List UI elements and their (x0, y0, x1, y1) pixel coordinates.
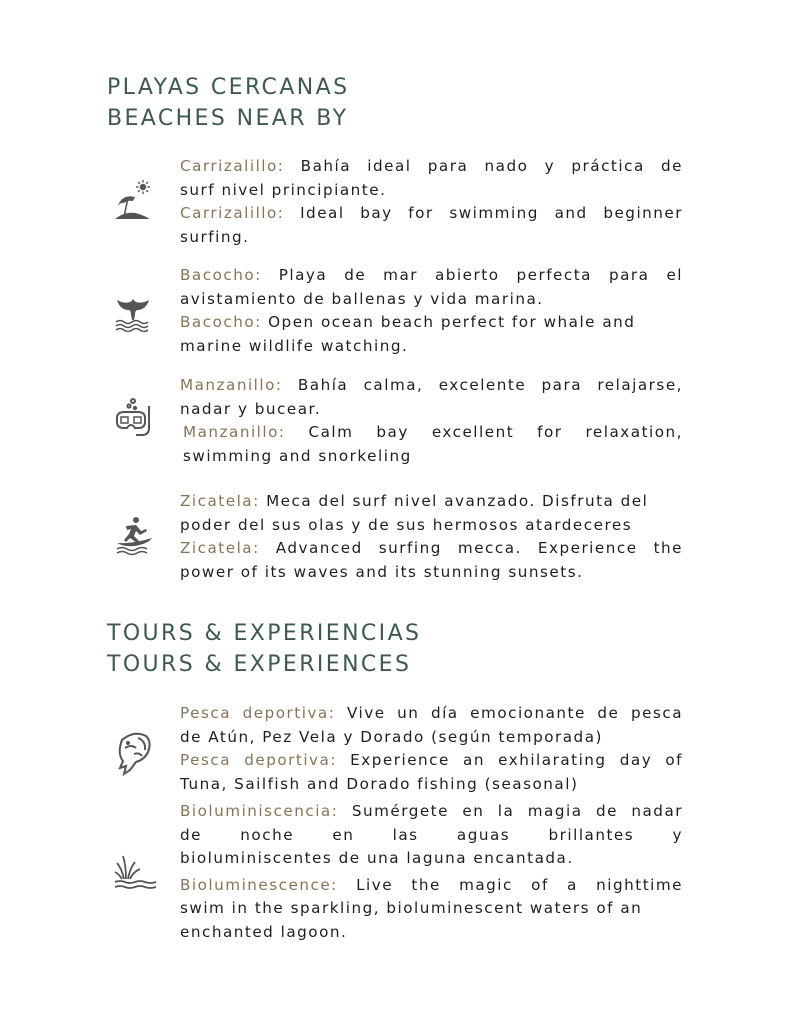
beach-entry-carrizalillo (180, 155, 683, 249)
entry-name-en: Zicatela: (180, 539, 260, 557)
entry-es-line: de noche en las aguas brillantes y (180, 825, 683, 844)
entry-name-es: Bioluminiscencia: (180, 802, 339, 820)
lagoon-reeds-icon (114, 855, 158, 891)
entry-en-line: surfing. (180, 227, 250, 246)
entry-es-line: poder del sus olas y de sus hermosos atardeceres (180, 515, 633, 534)
entry-en-line: Pesca deportiva: Experience an exhilarating day of (180, 751, 684, 769)
fish-icon (114, 730, 154, 776)
entry-name-en: Carrizalillo: (180, 204, 285, 222)
entry-name-es: Carrizalillo: (180, 157, 285, 175)
entry-en-line: marine wildlife watching. (180, 336, 409, 355)
beach-umbrella-icon (114, 180, 152, 222)
entry-es-line: surf nivel principiante. (180, 180, 387, 199)
entry-name-es: Manzanillo: (180, 376, 283, 394)
entry-es-line: Zicatela: Meca del surf nivel avanzado. Disfruta del (180, 492, 649, 510)
beaches-heading-es: PLAYAS CERCANAS (107, 75, 350, 100)
entry-en-line: Carrizalillo: Ideal bay for swimming and beginner (180, 204, 683, 222)
tours-heading-es: TOURS & EXPERIENCIAS (107, 621, 422, 646)
entry-es-line: Manzanillo: Bahía calma, excelente para relajarse, (180, 376, 684, 394)
entry-name-en: Bioluminescence: (180, 875, 338, 894)
entry-en-line: swim in the sparkling, bioluminescent waters of an (180, 899, 643, 917)
entry-en-line: swimming and snorkeling (183, 446, 412, 465)
entry-name-en: Pesca deportiva: (180, 751, 337, 769)
entry-es-line: avistamiento de ballenas y vida marina. (180, 289, 544, 308)
tour-entry-bioluminiscencia (180, 800, 683, 944)
entry-en-line: Bacocho: Open ocean beach perfect for whale and (180, 313, 636, 331)
entry-en-line: Bioluminescence: Live the magic of a nighttime (180, 875, 684, 894)
entry-es-line: bioluminiscentes de una laguna encantada. (180, 849, 574, 867)
beach-entry-manzanillo (180, 374, 683, 468)
entry-name-es: Pesca deportiva: (180, 704, 336, 722)
entry-es-line: Carrizalillo: Bahía ideal para nado y práctica de (180, 157, 683, 175)
beach-entry-bacocho (180, 264, 683, 358)
entry-name-en: Bacocho: (180, 313, 262, 331)
entry-en-line: enchanted lagoon. (180, 922, 348, 941)
entry-es-line: nadar y bucear. (180, 399, 322, 418)
entry-name-es: Bacocho: (180, 266, 262, 284)
entry-name-en: Manzanillo: (183, 423, 286, 441)
entry-es-line: Bacocho: Playa de mar abierto perfecta para el (180, 266, 684, 284)
whale-tail-icon (114, 296, 152, 332)
surfer-icon (114, 516, 154, 556)
entry-es-line: Pesca deportiva: Vive un día emocionante de pesca (180, 704, 684, 722)
beaches-heading-en: BEACHES NEAR BY (107, 106, 349, 131)
beach-entry-zicatela (180, 490, 683, 584)
tours-heading-en: TOURS & EXPERIENCES (107, 652, 412, 677)
entry-es-line: de Atún, Pez Vela y Dorado (según temporada) (180, 727, 603, 746)
entry-en-line: Manzanillo: Calm bay excellent for relaxation, (183, 423, 684, 441)
entry-en-line: power of its waves and its stunning sunsets. (180, 562, 584, 581)
entry-en-line: Zicatela: Advanced surfing mecca. Experience the (180, 539, 683, 557)
entry-en-line: Tuna, Sailfish and Dorado fishing (seasonal) (180, 774, 579, 793)
snorkel-mask-icon (114, 398, 154, 438)
entry-name-es: Zicatela: (180, 492, 260, 510)
tour-entry-pesca (180, 702, 683, 796)
entry-es-line: Bioluminiscencia: Sumérgete en la magia de nadar (180, 802, 683, 820)
